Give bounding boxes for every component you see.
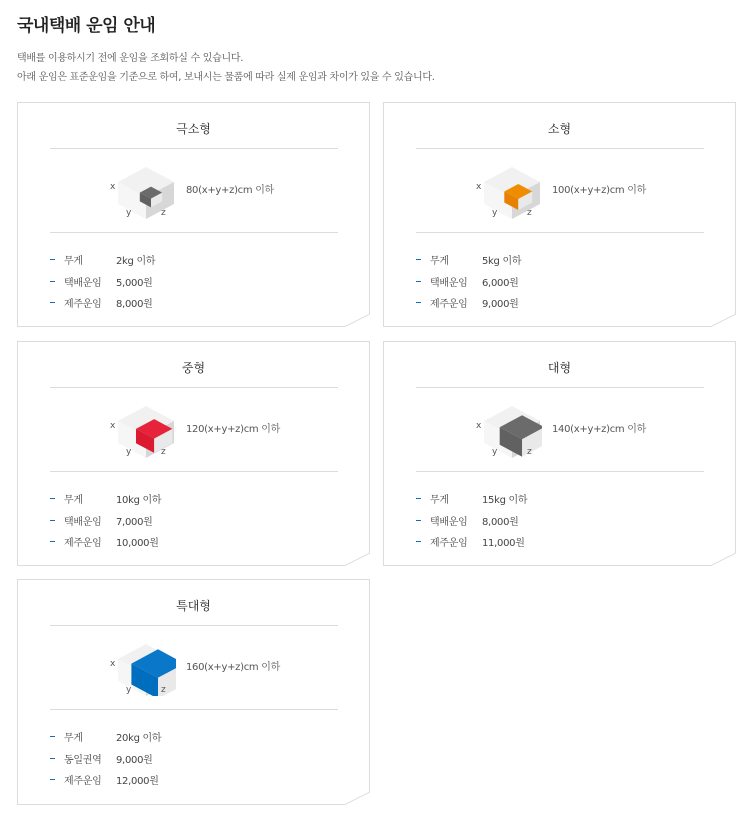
card-corner-fold bbox=[710, 553, 736, 566]
bullet-dash bbox=[50, 520, 55, 521]
spec-value: 10,000원 bbox=[116, 538, 159, 550]
spec-value: 8,000원 bbox=[116, 299, 153, 311]
axis-x-label: x bbox=[110, 421, 116, 431]
card-title: 중형 bbox=[181, 361, 206, 375]
spec-value: 15kg 이하 bbox=[482, 495, 528, 507]
spec-row-jeju bbox=[50, 292, 155, 314]
divider bbox=[416, 471, 704, 472]
box-icon bbox=[482, 406, 542, 458]
spec-label: 택배운임 bbox=[64, 277, 102, 289]
spec-label: 무게 bbox=[64, 495, 83, 507]
axis-y-label: y bbox=[126, 208, 132, 218]
spec-label: 제주운임 bbox=[430, 538, 468, 550]
divider bbox=[416, 148, 704, 149]
spec-value: 2kg 이하 bbox=[116, 256, 156, 268]
spec-value: 6,000원 bbox=[482, 277, 519, 289]
bullet-dash bbox=[50, 259, 55, 260]
spec-label: 제주운임 bbox=[64, 538, 102, 550]
spec-value: 9,000원 bbox=[116, 754, 153, 766]
size-limit-text: 160(x+y+z)cm 이하 bbox=[186, 662, 280, 673]
bullet-dash bbox=[416, 498, 421, 499]
card-corner-fold bbox=[344, 792, 370, 805]
intro-text-1: 택배를 이용하시기 전에 운임을 조회하실 수 있습니다. bbox=[17, 53, 244, 64]
spec-label: 택배운임 bbox=[430, 516, 468, 528]
divider bbox=[416, 387, 704, 388]
spec-row-fee bbox=[50, 271, 155, 293]
spec-label: 무게 bbox=[430, 256, 449, 268]
bullet-dash bbox=[50, 541, 55, 542]
spec-row-fee bbox=[416, 510, 527, 532]
size-limit-text: 140(x+y+z)cm 이하 bbox=[552, 424, 646, 435]
spec-label: 무게 bbox=[64, 733, 83, 745]
spec-label: 제주운임 bbox=[64, 299, 102, 311]
bullet-dash bbox=[50, 281, 55, 282]
axis-z-label: z bbox=[527, 208, 532, 218]
bullet-dash bbox=[50, 736, 55, 737]
spec-row-jeju bbox=[50, 531, 161, 553]
axis-z-label: z bbox=[161, 685, 166, 695]
axis-x-label: x bbox=[476, 421, 482, 431]
divider bbox=[416, 232, 704, 233]
bullet-dash bbox=[50, 758, 55, 759]
spec-list bbox=[50, 726, 161, 791]
box-icon bbox=[116, 406, 176, 458]
spec-list bbox=[50, 488, 161, 553]
bullet-dash bbox=[50, 302, 55, 303]
spec-row-weight bbox=[416, 249, 521, 271]
spec-value: 7,000원 bbox=[116, 516, 153, 528]
divider bbox=[50, 709, 338, 710]
card-title: 극소형 bbox=[176, 122, 211, 136]
spec-label: 택배운임 bbox=[64, 516, 102, 528]
rate-card bbox=[17, 102, 370, 327]
spec-row-fee bbox=[50, 510, 161, 532]
spec-value: 20kg 이하 bbox=[116, 733, 162, 745]
axis-z-label: z bbox=[161, 447, 166, 457]
spec-row-fee bbox=[416, 271, 521, 293]
spec-list bbox=[416, 488, 527, 553]
divider bbox=[50, 232, 338, 233]
divider bbox=[50, 471, 338, 472]
rate-card bbox=[383, 341, 736, 566]
spec-label: 제주운임 bbox=[64, 776, 102, 788]
rate-card bbox=[17, 341, 370, 566]
intro-text-2: 아래 운임은 표준운임을 기준으로 하여, 보내시는 물품에 따라 실제 운임과 차이가 있을 수 있습니다. bbox=[17, 72, 435, 83]
divider bbox=[50, 148, 338, 149]
box-icon bbox=[116, 644, 176, 696]
spec-label: 택배운임 bbox=[430, 277, 468, 289]
box-icon bbox=[116, 167, 176, 219]
bullet-dash bbox=[50, 779, 55, 780]
card-title: 소형 bbox=[547, 122, 572, 136]
divider bbox=[50, 625, 338, 626]
spec-value: 5,000원 bbox=[116, 277, 153, 289]
rate-card bbox=[383, 102, 736, 327]
bullet-dash bbox=[416, 302, 421, 303]
divider bbox=[50, 387, 338, 388]
bullet-dash bbox=[416, 541, 421, 542]
card-corner-fold bbox=[344, 553, 370, 566]
bullet-dash bbox=[416, 281, 421, 282]
spec-list bbox=[416, 249, 521, 314]
size-limit-text: 100(x+y+z)cm 이하 bbox=[552, 185, 646, 196]
spec-value: 5kg 이하 bbox=[482, 256, 522, 268]
spec-row-jeju bbox=[416, 531, 527, 553]
page-title: 국내택배 운임 안내 bbox=[17, 16, 156, 36]
spec-label: 무게 bbox=[64, 256, 83, 268]
spec-value: 11,000원 bbox=[482, 538, 525, 550]
spec-label: 동일권역 bbox=[64, 754, 102, 766]
bullet-dash bbox=[416, 259, 421, 260]
spec-row-weight bbox=[416, 488, 527, 510]
spec-row-fee bbox=[50, 748, 161, 770]
spec-value: 12,000원 bbox=[116, 776, 159, 788]
spec-row-weight bbox=[50, 488, 161, 510]
spec-row-weight bbox=[50, 249, 155, 271]
axis-x-label: x bbox=[476, 182, 482, 192]
card-title: 특대형 bbox=[176, 599, 211, 613]
bullet-dash bbox=[416, 520, 421, 521]
axis-z-label: z bbox=[527, 447, 532, 457]
card-corner-fold bbox=[344, 314, 370, 327]
axis-x-label: x bbox=[110, 182, 116, 192]
axis-y-label: y bbox=[492, 208, 498, 218]
spec-value: 8,000원 bbox=[482, 516, 519, 528]
spec-list bbox=[50, 249, 155, 314]
rate-card bbox=[17, 579, 370, 805]
size-limit-text: 80(x+y+z)cm 이하 bbox=[186, 185, 274, 196]
spec-value: 9,000원 bbox=[482, 299, 519, 311]
axis-x-label: x bbox=[110, 659, 116, 669]
card-corner-fold bbox=[710, 314, 736, 327]
box-icon bbox=[482, 167, 542, 219]
spec-row-weight bbox=[50, 726, 161, 748]
spec-label: 제주운임 bbox=[430, 299, 468, 311]
axis-y-label: y bbox=[492, 447, 498, 457]
card-title: 대형 bbox=[547, 361, 572, 375]
spec-row-jeju bbox=[416, 292, 521, 314]
bullet-dash bbox=[50, 498, 55, 499]
spec-row-jeju bbox=[50, 769, 161, 791]
size-limit-text: 120(x+y+z)cm 이하 bbox=[186, 424, 280, 435]
spec-value: 10kg 이하 bbox=[116, 495, 162, 507]
axis-z-label: z bbox=[161, 208, 166, 218]
axis-y-label: y bbox=[126, 685, 132, 695]
spec-label: 무게 bbox=[430, 495, 449, 507]
axis-y-label: y bbox=[126, 447, 132, 457]
